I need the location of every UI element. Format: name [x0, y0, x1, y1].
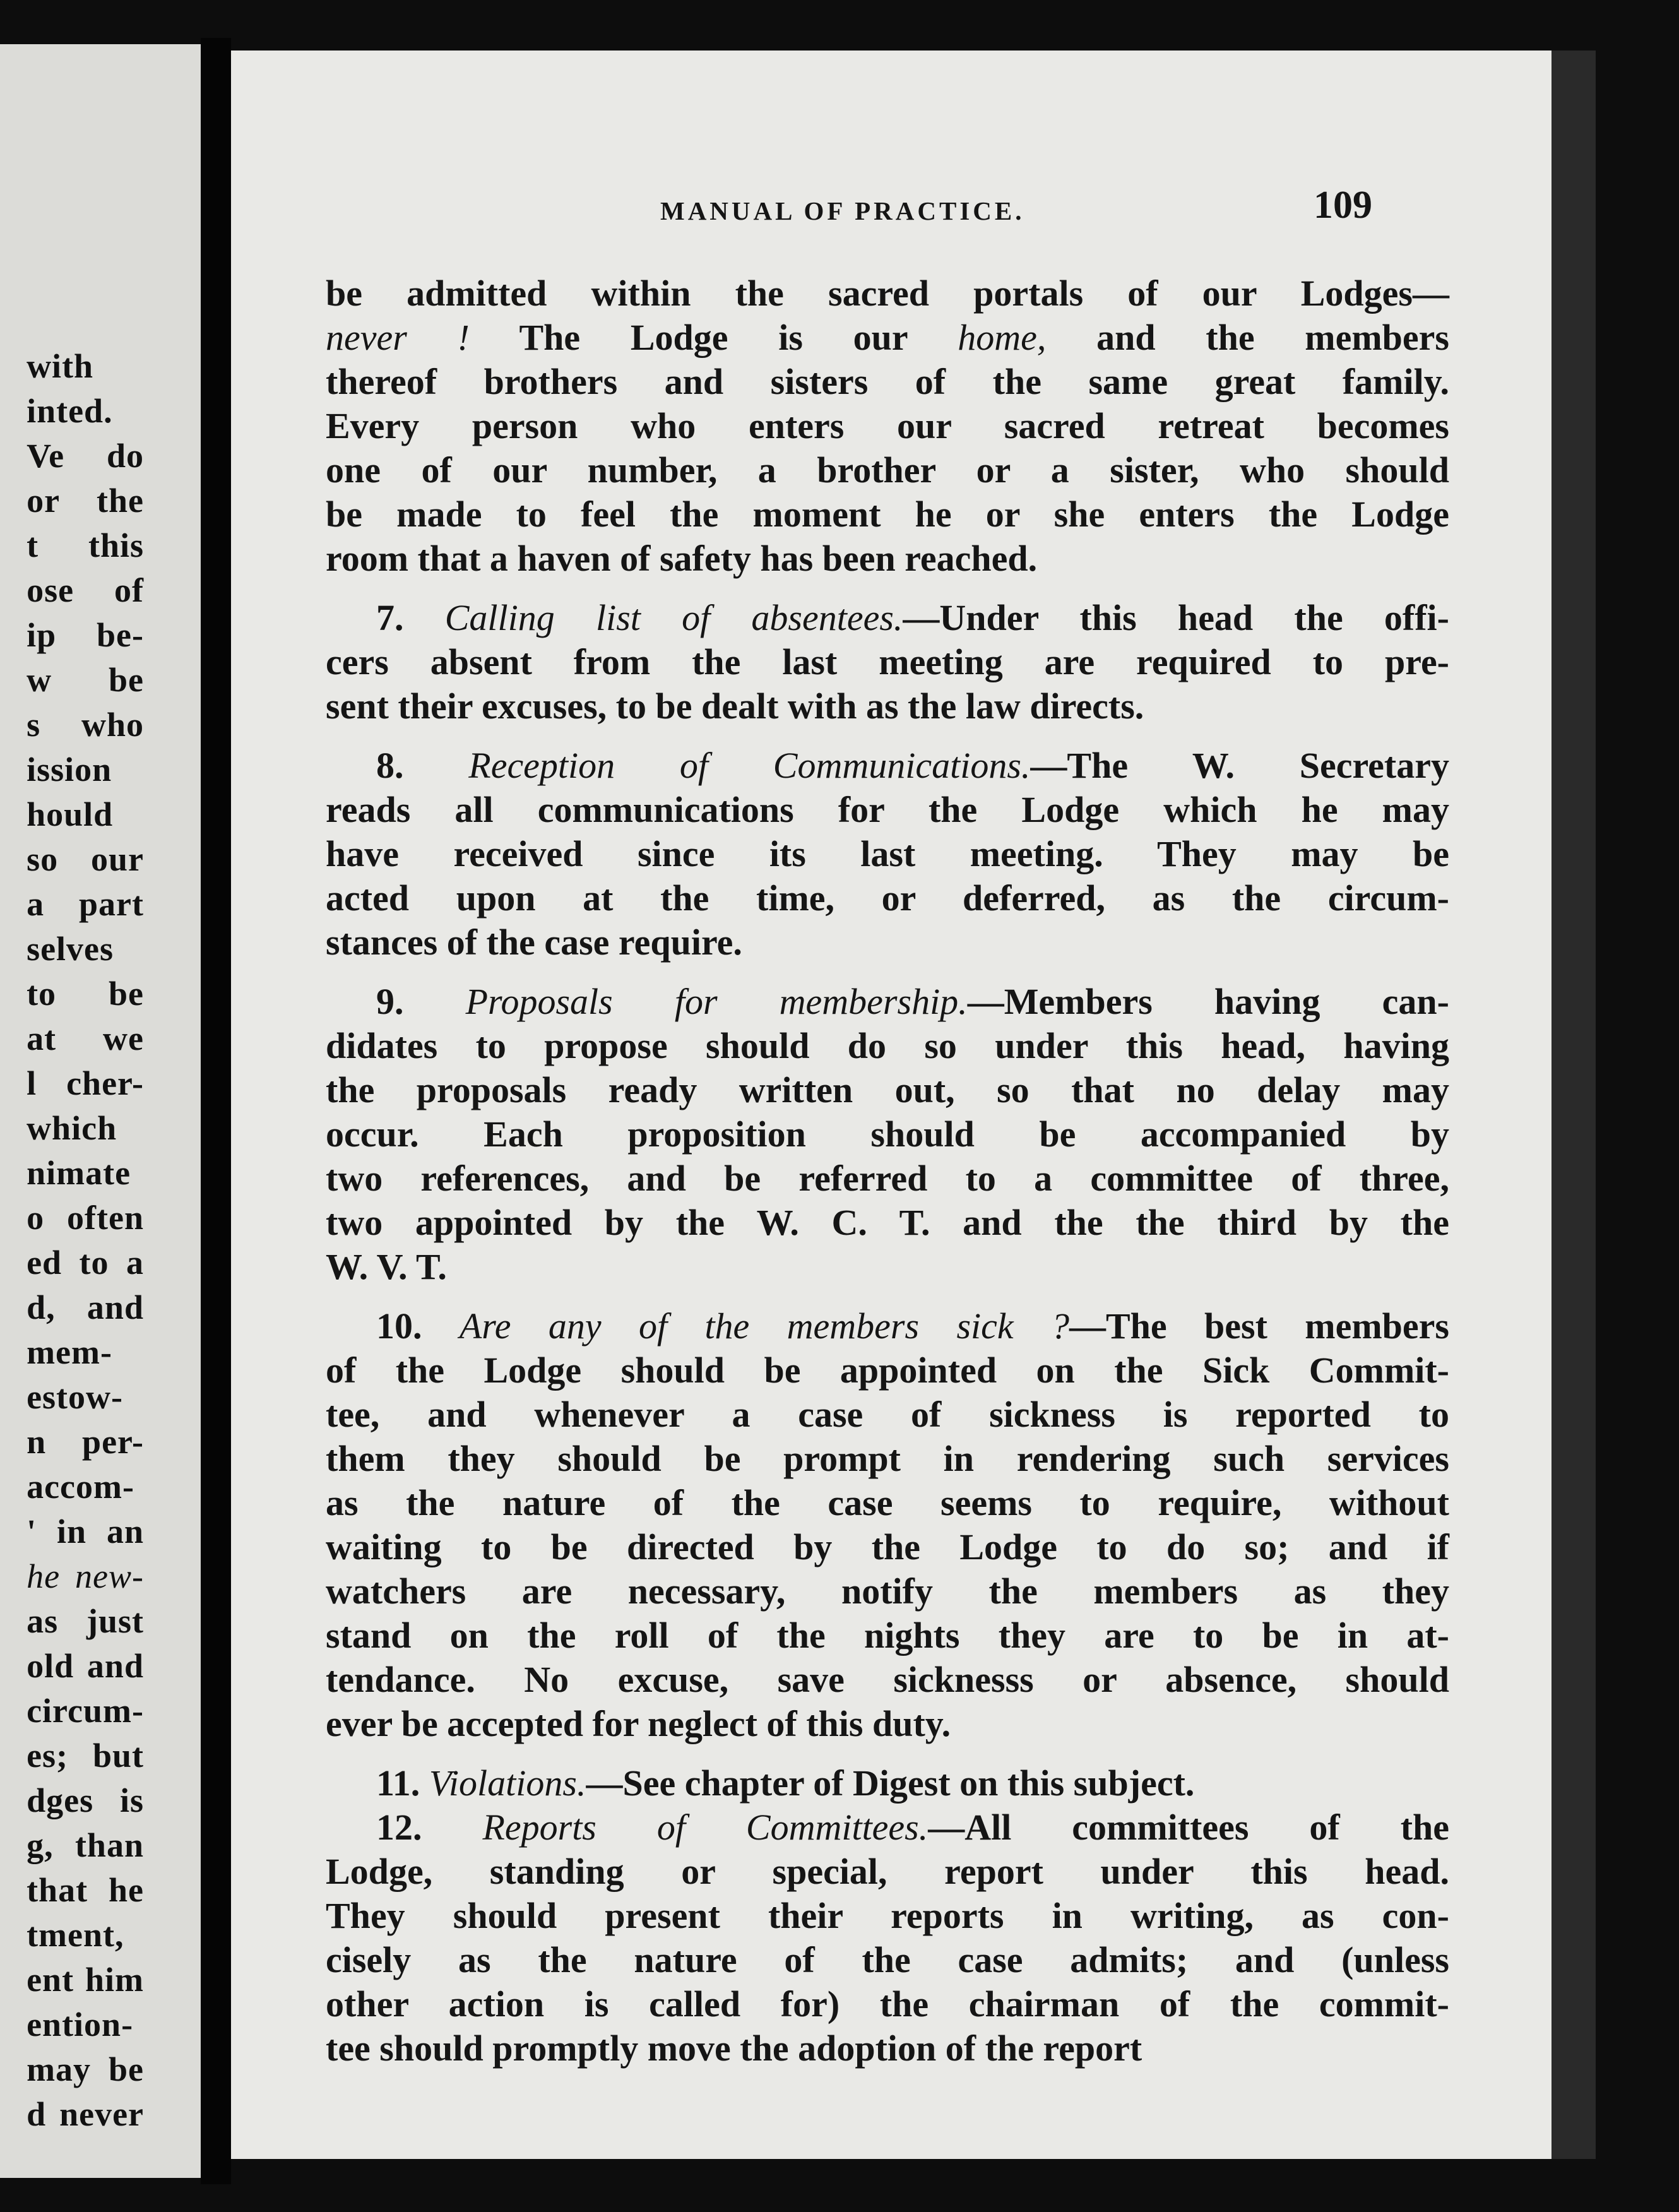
left-page-line: t this — [27, 526, 144, 564]
text-line: be made to feel the moment he or she enters the Lodge — [326, 494, 1449, 535]
left-page-line: estow- — [27, 1378, 124, 1416]
left-page-line: ip be- — [27, 616, 144, 654]
text-line: 9. Proposals for membership.—Members having can- — [376, 981, 1449, 1022]
text-line: cisely as the nature of the case admits; and (unless — [326, 1939, 1449, 1980]
left-page-line: tment, — [27, 1916, 124, 1954]
text-line: be admitted within the sacred portals of our Lodges— — [326, 273, 1449, 314]
left-page-line: circum- — [27, 1692, 144, 1730]
text-line: 7. Calling list of absentees.—Under this head the offi- — [376, 597, 1449, 638]
left-page-line: g, than — [27, 1826, 144, 1864]
left-page-line: o often — [27, 1199, 144, 1237]
left-page-line: or the — [27, 482, 144, 520]
text-line: tee, and whenever a case of sickness is reported to — [326, 1394, 1449, 1435]
left-page-text — [27, 344, 144, 2137]
left-page-line: Ve do — [27, 437, 144, 475]
paragraph — [326, 980, 1449, 1289]
paragraph — [326, 271, 1449, 581]
italic-heading: never ! — [326, 317, 470, 358]
left-page-line: so our — [27, 840, 144, 878]
text-line: 12. Reports of Committees.—All committees of the — [376, 1807, 1450, 1848]
paragraph — [326, 1805, 1449, 2071]
left-page-line: with — [27, 347, 94, 385]
page-body — [326, 271, 1449, 2086]
left-page-line: as just — [27, 1602, 144, 1640]
left-page-line: mem- — [27, 1333, 112, 1371]
italic-word: home, — [958, 317, 1047, 358]
running-title: MANUAL OF PRACTICE. — [660, 196, 1025, 225]
paragraph — [326, 1304, 1449, 1746]
left-page-line: dges is — [27, 1781, 144, 1819]
text-line: tee should promptly move the adoption of the report — [326, 2028, 1142, 2069]
text-line: one of our number, a brother or a sister, who should — [326, 449, 1449, 491]
left-page-line: that he — [27, 1871, 144, 1909]
text-line: two appointed by the W. C. T. and the the third by the — [326, 1202, 1449, 1243]
text-line: tendance. No excuse, save sicknesss or absence, should — [326, 1659, 1449, 1700]
left-page-line: s who — [27, 706, 144, 744]
paragraph — [326, 1761, 1449, 1805]
text-line: occur. Each proposition should be accompanied by — [326, 1114, 1449, 1155]
left-page-line: es; but — [27, 1737, 144, 1775]
text-line: stand on the roll of the nights they are to be in at- — [326, 1615, 1449, 1656]
paragraph — [326, 744, 1449, 965]
text-line: watchers are necessary, notify the members as they — [326, 1571, 1449, 1612]
text-line: of the Lodge should be appointed on the Sick Commit- — [326, 1350, 1449, 1391]
italic-heading: Violations. — [429, 1763, 586, 1804]
text-line: have received since its last meeting. They may be — [326, 833, 1449, 874]
text-line: two references, and be referred to a committee of three, — [326, 1158, 1449, 1199]
left-page-line: ed to a — [27, 1244, 144, 1281]
left-page-line: w be — [27, 661, 144, 699]
left-page-line: l cher- — [27, 1064, 144, 1102]
text-line: never ! The Lodge is our home, and the members — [326, 317, 1449, 358]
text-line: sent their excuses, to be dealt with as the law directs. — [326, 686, 1144, 727]
italic-heading: Calling list of absentees. — [444, 597, 903, 638]
left-page-line: old and — [27, 1647, 144, 1685]
text-line: They should present their reports in writing, as con- — [326, 1895, 1449, 1936]
left-page-line: a part — [27, 885, 144, 923]
text-line: W. V. T. — [326, 1246, 447, 1287]
text-line: cers absent from the last meeting are required to pre- — [326, 641, 1449, 682]
text-line: other action is called for) the chairman of the commit- — [326, 1983, 1449, 2025]
left-page-line: which — [27, 1109, 117, 1147]
text-line: room that a haven of safety has been reached. — [326, 538, 1038, 579]
italic-heading: Are any of the members sick ? — [459, 1305, 1069, 1347]
text-line: reads all communications for the Lodge which he may — [326, 789, 1449, 830]
text-line: waiting to be directed by the Lodge to do so; and if — [326, 1526, 1449, 1567]
left-page-line: at we — [27, 1020, 144, 1057]
italic-heading: Reports of Committees. — [482, 1807, 928, 1848]
left-page-line: ' in an — [27, 1513, 144, 1550]
text-line: 10. Are any of the members sick ?—The best members — [376, 1305, 1449, 1347]
text-line: 11. Violations.—See chapter of Digest on this subject. — [376, 1763, 1195, 1804]
text-line: ever be accepted for neglect of this duty. — [326, 1703, 951, 1744]
left-page-line: accom- — [27, 1468, 134, 1506]
left-page-line: d never — [27, 2095, 144, 2133]
left-page-line: ission — [27, 751, 112, 788]
left-page-line: may be — [27, 2050, 144, 2088]
left-page-line: d, and — [27, 1288, 144, 1326]
left-facing-page — [0, 44, 201, 2178]
book-page — [231, 51, 1551, 2159]
text-line: as the nature of the case seems to require, without — [326, 1482, 1449, 1523]
left-page-line: ent him — [27, 1961, 144, 1999]
text-line: them they should be prompt in rendering such services — [326, 1438, 1449, 1479]
italic-heading: Reception of Communications. — [468, 745, 1031, 786]
page-number: 109 — [1314, 184, 1372, 227]
text-line: didates to propose should do so under this head, having — [326, 1025, 1449, 1066]
italic-heading: Proposals for membership. — [465, 981, 968, 1022]
text-line: Lodge, standing or special, report under this head. — [326, 1851, 1449, 1892]
text-line: the proposals ready written out, so that no delay may — [326, 1069, 1449, 1110]
left-page-line: selves — [27, 930, 114, 968]
left-page-line: ention- — [27, 2006, 134, 2043]
text-line: 8. Reception of Communications.—The W. Secretary — [376, 745, 1449, 786]
text-line: stances of the case require. — [326, 922, 742, 963]
paragraph — [326, 596, 1449, 728]
left-page-line: he new- — [27, 1557, 144, 1595]
left-page-line: ose of — [27, 571, 144, 609]
page-edge — [1551, 51, 1596, 2159]
text-line: Every person who enters our sacred retreat becomes — [326, 405, 1449, 446]
left-page-line: hould — [27, 795, 114, 833]
left-page-line: to be — [27, 975, 144, 1013]
book-gutter — [201, 38, 231, 2184]
text-line: acted upon at the time, or deferred, as the circum- — [326, 877, 1449, 919]
left-page-line: inted. — [27, 392, 113, 430]
left-page-line: n per- — [27, 1423, 144, 1461]
text-line: thereof brothers and sisters of the same great family. — [326, 361, 1449, 402]
left-page-line: nimate — [27, 1154, 131, 1192]
